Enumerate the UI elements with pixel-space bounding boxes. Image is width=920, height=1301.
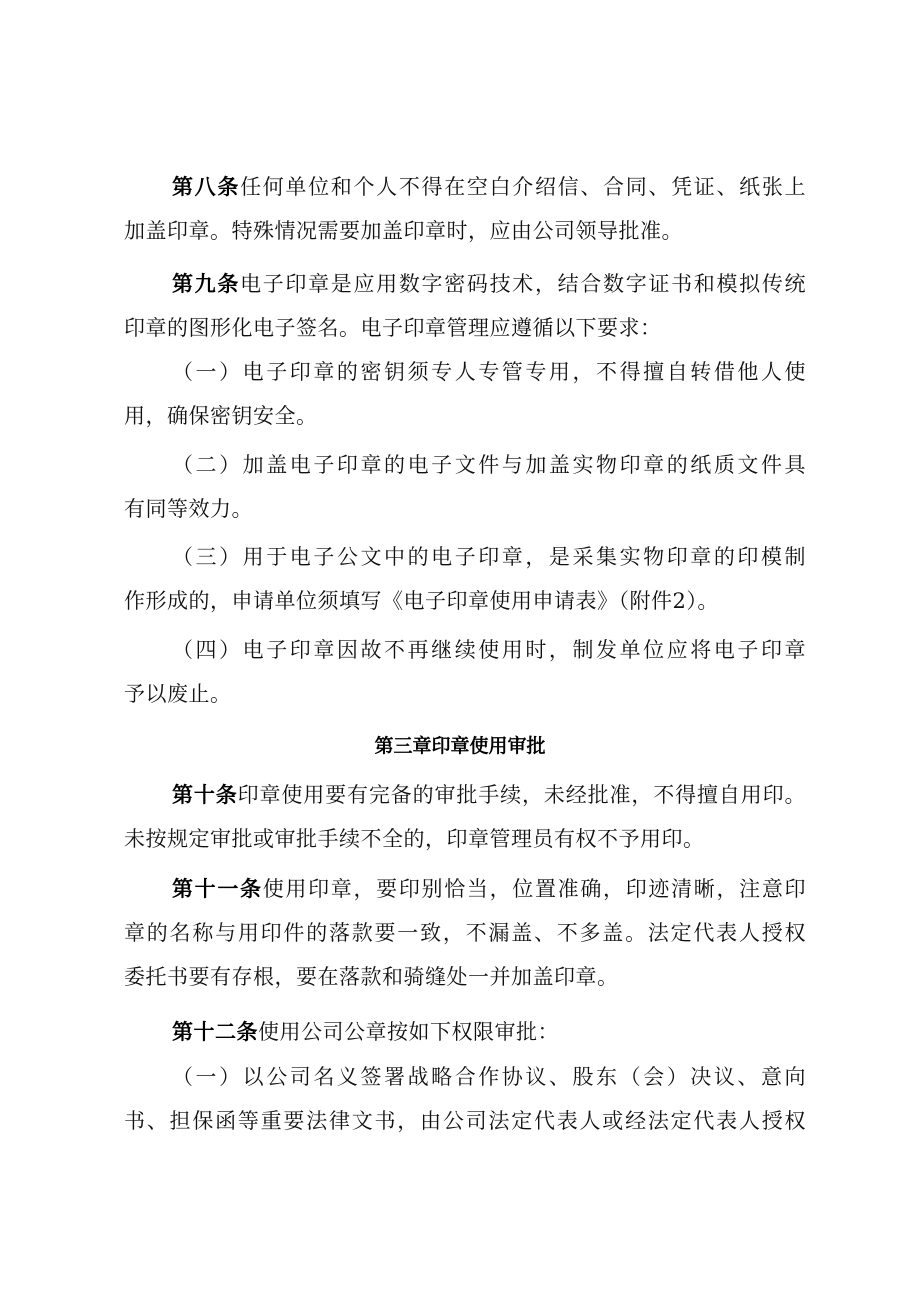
article-8-line-1: [124, 165, 806, 209]
article-10: [124, 773, 806, 861]
article-9-item-4-line-1: （四）电子印章因故不再继续使用时，制发单位应将电子印章: [172, 638, 806, 662]
article-8: [124, 165, 806, 253]
article-9-item-2-line-1: （二）加盖电子印章的电子文件与加盖实物印章的纸质文件具: [172, 453, 806, 477]
article-10-line-1: [124, 773, 806, 817]
article-11-line-1: [124, 867, 806, 911]
article-9-item-1-line-2: 用，确保密钥安全。: [124, 404, 318, 428]
article-11: [124, 867, 806, 999]
article-12-text: 使用公司公章按如下权限审批：: [258, 1020, 559, 1044]
article-9-item-1: [124, 350, 806, 438]
article-12-label: 第十二条: [172, 1020, 258, 1044]
article-9-item-4-line-2: 予以废止。: [124, 682, 232, 706]
article-11-line-2: 章的名称与用印件的落款要一致，不漏盖、不多盖。法定代表人授权: [124, 921, 806, 945]
article-10-label: 第十条: [172, 783, 238, 807]
document-body: [124, 165, 806, 1143]
chapter-heading: 第三章印章使用审批: [374, 735, 546, 757]
article-9-item-2-line-2: 有同等效力。: [124, 497, 253, 521]
article-12: [124, 1010, 806, 1054]
article-9-line-1: [124, 262, 806, 306]
article-11-text: 使用印章，要印别恰当，位置准确，印迹清晰，注意印: [262, 877, 807, 901]
article-12-item-1-line-2: 书、担保函等重要法律文书，由公司法定代表人或经法定代表人授权: [124, 1109, 806, 1133]
article-9-item-2: [124, 443, 806, 531]
article-11-label: 第十一条: [172, 877, 263, 901]
article-10-text: 印章使用要有完备的审批手续，未经批准，不得擅自用印。: [237, 783, 806, 807]
article-9-item-1-line-1: （一）电子印章的密钥须专人专管专用，不得擅自转借他人使: [172, 360, 806, 384]
article-12-item-1-line-1: （一）以公司名义签署战略合作协议、股东（会）决议、意向: [172, 1065, 806, 1089]
article-9-text: 电子印章是应用数字密码技术，结合数字证书和模拟传统: [240, 272, 807, 296]
article-9-item-3: [124, 535, 806, 623]
article-9: [124, 262, 806, 350]
article-8-text: 任何单位和个人不得在空白介绍信、合同、凭证、纸张上: [240, 175, 807, 199]
article-9-line-2: 印章的图形化电子签名。电子印章管理应遵循以下要求：: [124, 316, 662, 340]
article-9-label: 第九条: [172, 272, 241, 296]
article-9-item-3-line-1: （三）用于电子公文中的电子印章，是采集实物印章的印模制: [172, 545, 806, 569]
article-12-line-1: [124, 1010, 806, 1054]
article-11-line-3: 委托书要有存根，要在落款和骑缝处一并加盖印章。: [124, 965, 619, 989]
article-8-label: 第八条: [172, 175, 241, 199]
article-9-item-3-line-2: 作形成的，申请单位须填写《电子印章使用申请表》（附件2）。: [124, 589, 719, 613]
article-10-line-2: 未按规定审批或审批手续不全的，印章管理员有权不予用印。: [124, 827, 705, 851]
article-9-item-4: [124, 628, 806, 716]
article-12-item-1: [124, 1055, 806, 1143]
article-8-line-2: 加盖印章。特殊情况需要加盖印章时，应由公司领导批准。: [124, 219, 683, 243]
